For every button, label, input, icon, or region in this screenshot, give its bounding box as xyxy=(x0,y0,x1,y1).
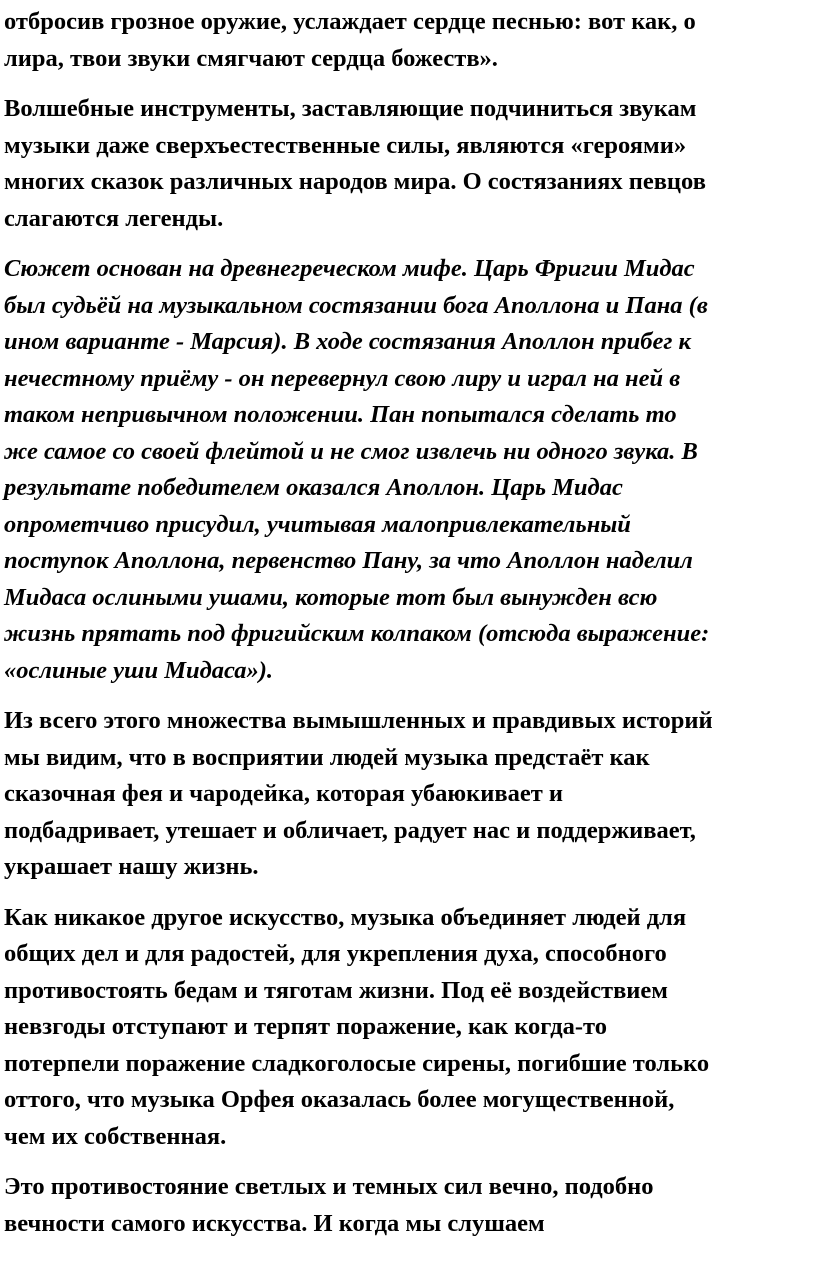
text-line: Волшебные инструменты, заставляющие подчиниться звукам xyxy=(4,95,697,122)
text-line: подбадривает, утешает и обличает, радует нас и поддерживает, xyxy=(4,816,696,844)
text-line: вечности самого искусства. И когда мы слушаем xyxy=(4,1209,545,1237)
paragraph-2 xyxy=(4,91,810,237)
text-line: лира, твои звуки смягчают сердца божеств». xyxy=(4,44,498,72)
text-line: же самое со своей флейтой и не смог извлечь ни одного звука. В xyxy=(4,437,698,465)
text-line: Мидаса ослиными ушами, которые тот был вынужден всю xyxy=(4,583,658,611)
text-line: мы видим, что в восприятии людей музыка предстаёт как xyxy=(4,743,650,771)
text-line: Из всего этого множества вымышленных и правдивых историй xyxy=(4,707,713,734)
text-line: «ослиные уши Мидаса»). xyxy=(4,656,274,684)
paragraph-6 xyxy=(4,1169,810,1242)
text-line: жизнь прятать под фригийским колпаком (отсюда выражение: xyxy=(4,620,710,647)
paragraph-4 xyxy=(4,703,810,886)
paragraph-5 xyxy=(4,900,810,1156)
text-line: музыки даже сверхъестественные силы, являются «героями» xyxy=(4,131,687,159)
paragraph-3-myth-italic xyxy=(4,251,810,689)
text-line: таком непривычном положении. Пан попытался сделать то xyxy=(4,401,677,428)
text-line: оттого, что музыка Орфея оказалась более могущественной, xyxy=(4,1086,675,1113)
text-line: был судьёй на музыкальном состязании бога Аполлона и Пана (в xyxy=(4,291,708,319)
text-line: опрометчиво присудил, учитывая малопривлекательный xyxy=(4,510,631,538)
text-line: Это противостояние светлых и темных сил вечно, подобно xyxy=(4,1173,654,1200)
text-line: невзгоды отступают и терпят поражение, как когда-то xyxy=(4,1013,607,1040)
text-line: Как никакое другое искусство, музыка объединяет людей для xyxy=(4,903,687,931)
text-line: слагаются легенды. xyxy=(4,204,224,232)
text-line: нечестному приёму - он перевернул свою лиру и играл на ней в xyxy=(4,364,681,392)
text-line: многих сказок различных народов мира. О состязаниях певцов xyxy=(4,168,706,195)
text-line: потерпели поражение сладкоголосые сирены, погибшие только xyxy=(4,1049,710,1077)
text-line: Сюжет основан на древнегреческом мифе. Царь Фригии Мидас xyxy=(4,255,695,282)
text-line: отбросив грозное оружие, услаждает сердце песнью: вот как, о xyxy=(4,8,696,35)
text-line: украшает нашу жизнь. xyxy=(4,853,259,880)
text-line: общих дел и для радостей, для укрепления духа, способного xyxy=(4,940,667,967)
text-line: поступок Аполлона, первенство Пану, за что Аполлон наделил xyxy=(4,547,693,574)
text-line: чем их собственная. xyxy=(4,1122,227,1150)
text-line: противостоять бедам и тяготам жизни. Под её воздействием xyxy=(4,976,668,1004)
paragraph-1 xyxy=(4,4,810,77)
text-line: ином варианте - Марсия). В ходе состязания Аполлон прибег к xyxy=(4,328,691,355)
text-line: сказочная фея и чародейка, которая убаюкивает и xyxy=(4,780,564,807)
text-line: результате победителем оказался Аполлон. Царь Мидас xyxy=(4,474,623,501)
